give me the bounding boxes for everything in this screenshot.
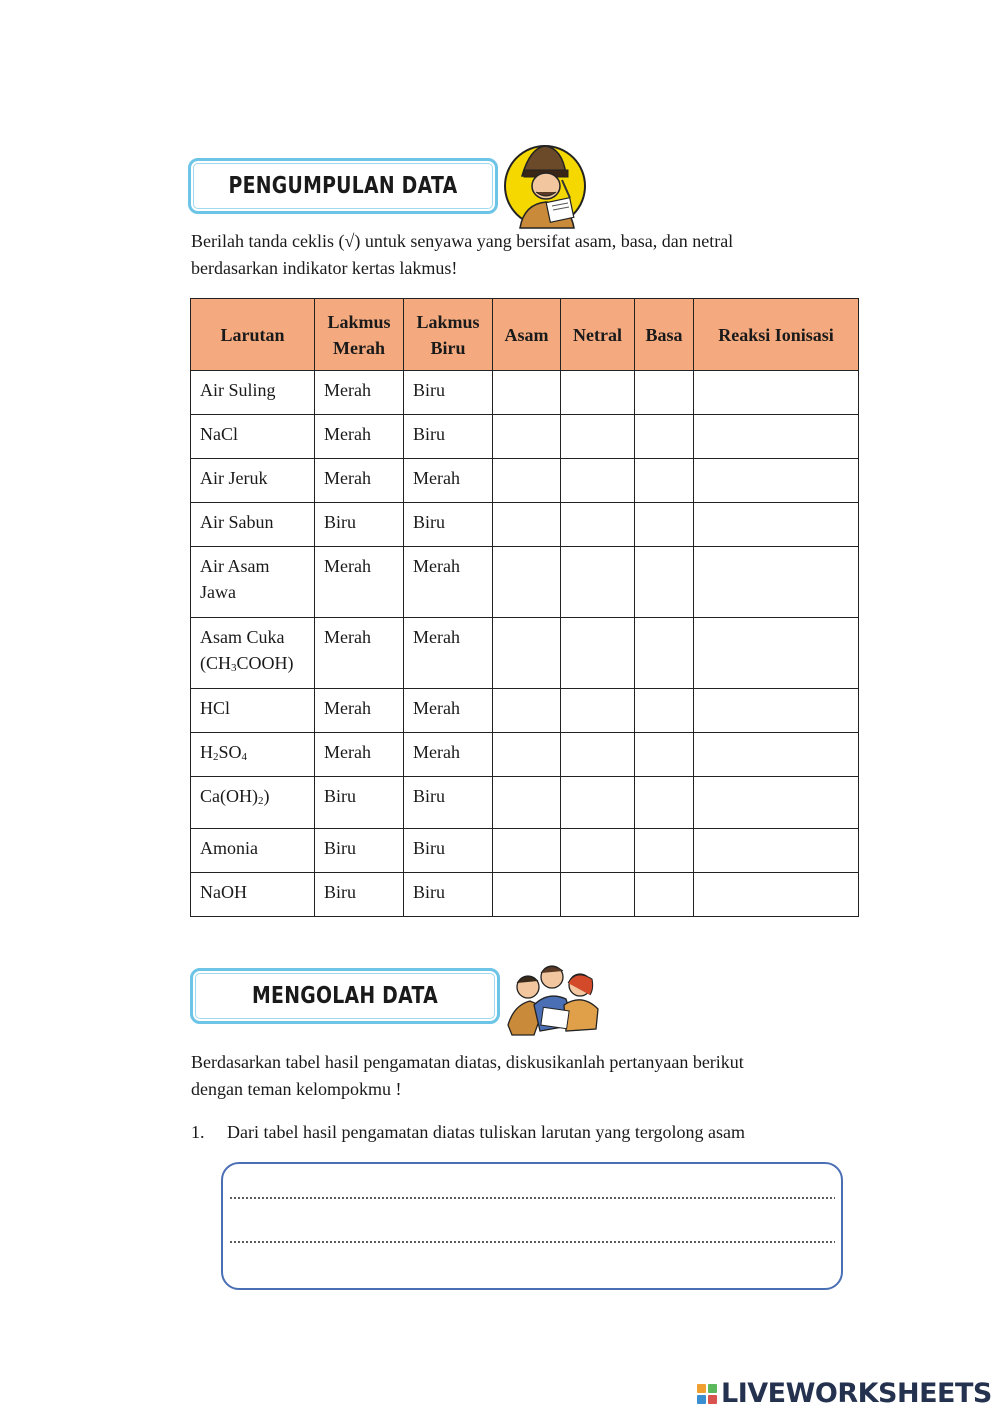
group-discussion-clipart-icon (504, 955, 602, 1037)
cell-larutan: NaCl (200, 424, 238, 444)
cell-lakmus-biru: Biru (413, 882, 446, 902)
section-title: MENGOLAH DATA (252, 983, 438, 1009)
cell-reaksi-input[interactable] (694, 371, 859, 415)
cell-basa-checkbox[interactable] (635, 371, 694, 415)
cell-lakmus-biru: Merah (413, 742, 460, 762)
cell-larutan: Air Jeruk (200, 468, 268, 488)
cell-larutan-line1: Asam Cuka (200, 627, 285, 647)
table-row (191, 459, 859, 503)
header-lakmus-merah-line2: Merah (333, 337, 385, 358)
cell-basa-checkbox[interactable] (635, 733, 694, 777)
instruction-text (191, 228, 841, 282)
cell-basa-checkbox[interactable] (635, 503, 694, 547)
cell-reaksi-input[interactable] (694, 618, 859, 689)
section-title-box-mengolah (190, 968, 500, 1024)
cell-netral-checkbox[interactable] (561, 777, 635, 829)
cell-larutan-line1: Air Asam (200, 556, 270, 576)
section-title-box-pengumpulan (188, 158, 498, 214)
cell-lakmus-merah: Biru (324, 882, 357, 902)
cell-lakmus-merah: Merah (324, 627, 371, 647)
table-row (191, 618, 859, 689)
cell-netral-checkbox[interactable] (561, 503, 635, 547)
cell-basa-checkbox[interactable] (635, 777, 694, 829)
cell-lakmus-biru: Biru (413, 512, 446, 532)
cell-basa-checkbox[interactable] (635, 547, 694, 618)
header-netral: Netral (561, 299, 635, 371)
table-row (191, 689, 859, 733)
header-lakmus-biru-line1: Lakmus (416, 311, 480, 332)
cell-asam-checkbox[interactable] (493, 503, 561, 547)
cell-lakmus-biru: Merah (413, 556, 460, 576)
cell-netral-checkbox[interactable] (561, 873, 635, 917)
cell-reaksi-input[interactable] (694, 873, 859, 917)
header-asam: Asam (493, 299, 561, 371)
table-row (191, 371, 859, 415)
discussion-line-1: Berdasarkan tabel hasil pengamatan diatas, diskusikanlah pertanyaan berikut (191, 1052, 744, 1072)
cell-lakmus-merah: Merah (324, 556, 371, 576)
cell-netral-checkbox[interactable] (561, 459, 635, 503)
cell-reaksi-input[interactable] (694, 503, 859, 547)
detective-clipart-icon (500, 140, 590, 230)
cell-larutan (191, 547, 314, 605)
table-row (191, 547, 859, 618)
cell-netral-checkbox[interactable] (561, 733, 635, 777)
cell-asam-checkbox[interactable] (493, 689, 561, 733)
discussion-instruction (191, 1049, 841, 1103)
cell-larutan-line2: Jawa (200, 582, 236, 602)
cell-asam-checkbox[interactable] (493, 371, 561, 415)
table-row (191, 873, 859, 917)
cell-larutan: Air Suling (200, 380, 276, 400)
cell-lakmus-merah: Biru (324, 512, 357, 532)
cell-basa-checkbox[interactable] (635, 618, 694, 689)
cell-lakmus-merah: Merah (324, 424, 371, 444)
cell-reaksi-input[interactable] (694, 547, 859, 618)
header-lakmus-merah-line1: Lakmus (327, 311, 391, 332)
header-basa: Basa (635, 299, 694, 371)
answer-line-2[interactable] (229, 1241, 835, 1243)
cell-asam-checkbox[interactable] (493, 547, 561, 618)
question-1 (191, 1119, 831, 1146)
cell-asam-checkbox[interactable] (493, 618, 561, 689)
cell-lakmus-merah: Merah (324, 468, 371, 488)
cell-netral-checkbox[interactable] (561, 371, 635, 415)
cell-asam-checkbox[interactable] (493, 873, 561, 917)
answer-line-1[interactable] (229, 1197, 835, 1199)
instruction-line-2: berdasarkan indikator kertas lakmus! (191, 258, 458, 278)
cell-reaksi-input[interactable] (694, 777, 859, 829)
cell-lakmus-merah: Merah (324, 698, 371, 718)
cell-asam-checkbox[interactable] (493, 415, 561, 459)
cell-larutan-line2: $(CH_3COOH)$ (200, 653, 294, 674)
cell-basa-checkbox[interactable] (635, 415, 694, 459)
cell-reaksi-input[interactable] (694, 689, 859, 733)
cell-reaksi-input[interactable] (694, 733, 859, 777)
instruction-line-1: Berilah tanda ceklis (√) untuk senyawa yang bersifat asam, basa, dan netral (191, 231, 734, 251)
cell-reaksi-input[interactable] (694, 829, 859, 873)
cell-lakmus-biru: Merah (413, 468, 460, 488)
cell-netral-checkbox[interactable] (561, 415, 635, 459)
cell-lakmus-biru: Biru (413, 424, 446, 444)
question-text: Dari tabel hasil pengamatan diatas tuliskan larutan yang tergolong asam (227, 1122, 746, 1142)
cell-netral-checkbox[interactable] (561, 618, 635, 689)
cell-basa-checkbox[interactable] (635, 829, 694, 873)
table-row (191, 829, 859, 873)
cell-lakmus-biru: Biru (413, 786, 446, 806)
table-header-row (191, 299, 859, 371)
cell-larutan (191, 618, 314, 681)
cell-netral-checkbox[interactable] (561, 547, 635, 618)
cell-larutan: $H_2SO_4$ (200, 742, 248, 763)
cell-basa-checkbox[interactable] (635, 689, 694, 733)
liveworksheets-brand: LIVEWORKSHEETS (721, 1378, 992, 1409)
header-reaksi-ionisasi: Reaksi Ionisasi (694, 299, 859, 371)
cell-lakmus-merah: Biru (324, 838, 357, 858)
cell-lakmus-biru: Biru (413, 838, 446, 858)
cell-lakmus-biru: Biru (413, 380, 446, 400)
cell-basa-checkbox[interactable] (635, 873, 694, 917)
section-title: PENGUMPULAN DATA (228, 173, 458, 199)
cell-lakmus-biru: Merah (413, 698, 460, 718)
cell-larutan: Amonia (200, 838, 258, 858)
header-lakmus-biru (404, 299, 493, 371)
cell-lakmus-merah: Merah (324, 742, 371, 762)
cell-lakmus-biru: Merah (413, 627, 460, 647)
liveworksheets-logo-icon (697, 1384, 717, 1404)
cell-lakmus-merah: Biru (324, 786, 357, 806)
table-row (191, 777, 859, 829)
cell-larutan: Air Sabun (200, 512, 274, 532)
table-row (191, 415, 859, 459)
cell-reaksi-input[interactable] (694, 415, 859, 459)
observation-table (190, 298, 859, 917)
cell-netral-checkbox[interactable] (561, 689, 635, 733)
cell-larutan: HCl (200, 698, 231, 718)
cell-basa-checkbox[interactable] (635, 459, 694, 503)
cell-lakmus-merah: Merah (324, 380, 371, 400)
cell-netral-checkbox[interactable] (561, 829, 635, 873)
cell-asam-checkbox[interactable] (493, 829, 561, 873)
cell-larutan: $Ca(OH)_2$) (200, 786, 270, 807)
table-row (191, 503, 859, 547)
discussion-line-2: dengan teman kelompokmu ! (191, 1079, 402, 1099)
cell-reaksi-input[interactable] (694, 459, 859, 503)
cell-asam-checkbox[interactable] (493, 733, 561, 777)
liveworksheets-logo (697, 1378, 992, 1409)
header-larutan: Larutan (191, 299, 315, 371)
header-lakmus-merah (315, 299, 404, 371)
cell-larutan: NaOH (200, 882, 247, 902)
answer-box[interactable] (221, 1162, 843, 1290)
cell-asam-checkbox[interactable] (493, 459, 561, 503)
cell-asam-checkbox[interactable] (493, 777, 561, 829)
question-number: 1. (191, 1122, 205, 1142)
table-row (191, 733, 859, 777)
header-lakmus-biru-line2: Biru (430, 337, 466, 358)
